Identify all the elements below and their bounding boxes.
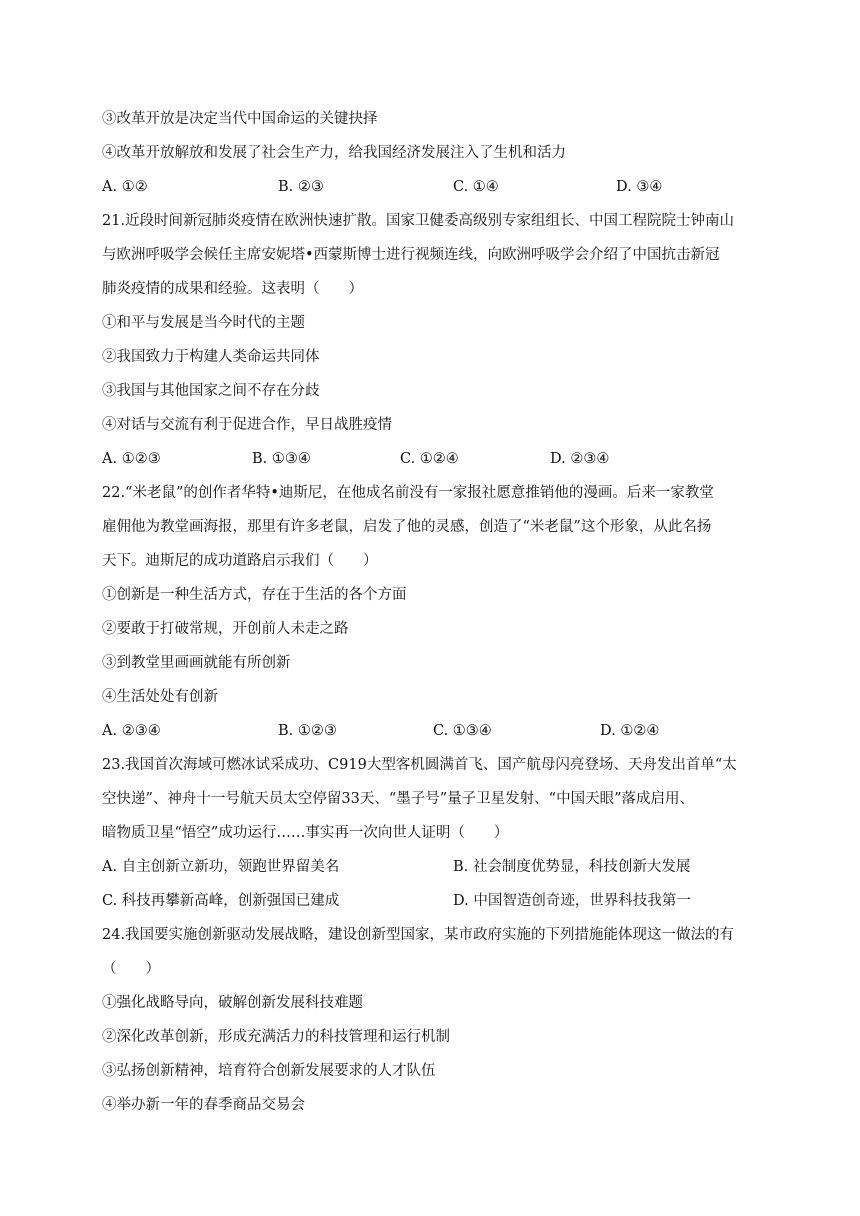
q21-stem-line-1: 21.近段时间新冠肺炎疫情在欧洲快速扩散。国家卫健委高级别专家组组长、中国工程院院士钟南山 (102, 213, 735, 229)
q21-statement-1: ①和平与发展是当今时代的主题 (102, 315, 305, 331)
q22-stem-line-1: 22.“米老鼠”的创作者华特•迪斯尼，在他成名前没有一家报社愿意推销他的漫画。后来一家教堂 (102, 485, 714, 501)
q21-option-a: A. ①②③ (102, 451, 161, 467)
q21-statement-4: ④对话与交流有利于促进合作，早日战胜疫情 (102, 417, 392, 433)
q22-stem-line-2: 雇佣他为教堂画海报，那里有许多老鼠，启发了他的灵感，创造了“米老鼠”这个形象，从此名扬 (102, 519, 712, 535)
q22-statement-1: ①创新是一种生活方式，存在于生活的各个方面 (102, 587, 407, 603)
q21-statement-2: ②我国致力于构建人类命运共同体 (102, 349, 320, 365)
q23-option-a: A. 自主创新立新功，领跑世界留美名 (102, 859, 340, 875)
q20-statement-3: ③改革开放是决定当代中国命运的关键抉择 (102, 111, 378, 127)
q20-statement-4: ④改革开放解放和发展了社会生产力，给我国经济发展注入了生机和活力 (102, 145, 566, 161)
q23-stem-line-2: 空快递”、神舟十一号航天员太空停留33天、“墨子号”量子卫星发射、“中国天眼”落成启用、 (102, 791, 695, 807)
q21-statement-3: ③我国与其他国家之间不存在分歧 (102, 383, 320, 399)
q21-option-b: B. ①③④ (252, 451, 311, 467)
q24-statement-2: ②深化改革创新，形成充满活力的科技管理和运行机制 (102, 1029, 450, 1045)
q23-stem-line-3: 暗物质卫星“悟空”成功运行……事实再一次向世人证明（ ） (102, 825, 509, 841)
q21-option-c: C. ①②④ (400, 451, 459, 467)
q23-option-b: B. 社会制度优势显，科技创新大发展 (453, 859, 691, 875)
q24-statement-1: ①强化战略导向，破解创新发展科技难题 (102, 995, 363, 1011)
q23-stem-line-1: 23.我国首次海域可燃冰试采成功、C919大型客机圆满首飞、国产航母闪亮登场、天舟发出首单“太 (102, 757, 737, 773)
q20-option-a: A. ①② (102, 179, 148, 195)
q22-option-d: D. ①②④ (600, 723, 660, 739)
q21-stem-line-3: 肺炎疫情的成果和经验。这表明（ ） (102, 281, 363, 297)
q24-stem-line-1: 24.我国要实施创新驱动发展战略，建设创新型国家，某市政府实施的下列措施能体现这一做法的有 (102, 927, 735, 943)
q22-option-a: A. ②③④ (102, 723, 161, 739)
q20-option-b: B. ②③ (278, 179, 324, 195)
q22-statement-3: ③到教堂里画画就能有所创新 (102, 655, 291, 671)
q24-statement-3: ③弘扬创新精神，培育符合创新发展要求的人才队伍 (102, 1063, 436, 1079)
q22-option-c: C. ①③④ (433, 723, 492, 739)
q22-stem-line-3: 天下。迪斯尼的成功道路启示我们（ ） (102, 553, 378, 569)
q23-option-d: D. 中国智造创奇迹，世界科技我第一 (453, 893, 691, 909)
q20-option-c: C. ①④ (453, 179, 499, 195)
q24-stem-line-2: （ ） (102, 961, 160, 977)
q22-statement-2: ②要敢于打破常规，开创前人未走之路 (102, 621, 349, 637)
q21-stem-line-2: 与欧洲呼吸学会候任主席安妮塔•西蒙斯博士进行视频连线，向欧洲呼吸学会介绍了中国抗击新冠 (102, 247, 720, 263)
q20-option-d: D. ③④ (616, 179, 663, 195)
q22-statement-4: ④生活处处有创新 (102, 689, 218, 705)
q22-option-b: B. ①②③ (278, 723, 337, 739)
q23-option-c: C. 科技再攀新高峰，创新强国已建成 (102, 893, 340, 909)
q24-statement-4: ④举办新一年的春季商品交易会 (102, 1097, 305, 1113)
q21-option-d: D. ②③④ (550, 451, 610, 467)
